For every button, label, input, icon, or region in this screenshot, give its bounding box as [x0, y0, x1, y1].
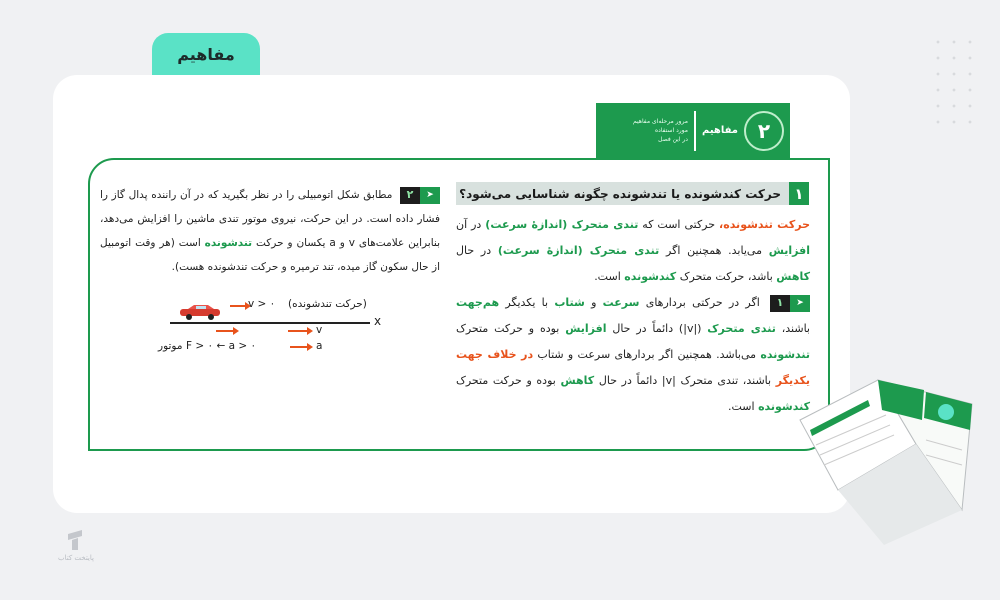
tab-concepts[interactable]: مفاهیم [152, 33, 260, 75]
x-axis [170, 322, 370, 324]
section-body: حرکت تندشونده، حرکتی است که تندی متحرک (اندازهٔ سرعت) در آن افزایش می‌یابد. همچنین اگر تندی متحرک (اندازهٔ سرعت) در حال کاهش باشد، حرکت متحرک کندشونده است. ۱ ➤ اگر در حرکتی بردارهای سرعت و شتاب با یکدیگر هم‌جهت باشند، تندی متحرک (|v|) دائماً در حال افزایش بوده و حرکت متحرک تندشونده می‌باشد. همچنین اگر بردارهای سرعت و شتاب در خلاف جهت یکدیگر باشند، تندی متحرک |v| دائماً در حال کاهش بوده و حرکت متحرک کندشونده است. [456, 218, 811, 413]
car-icon [178, 304, 222, 320]
divider [694, 111, 696, 151]
chapter-number: ۲ [744, 111, 784, 151]
chapter-title: مفاهیم [701, 125, 738, 136]
publisher-logo: پایتخت کتاب [56, 528, 96, 568]
section-number: ۱ [789, 182, 809, 205]
dot-pattern [930, 34, 980, 134]
book-cover-image [786, 360, 982, 545]
chapter-header [596, 103, 790, 158]
cursor-icon: ➤ [420, 187, 440, 204]
section-title: حرکت کندشونده یا تندشونده چگونه شناسایی می‌شود؟ [459, 186, 781, 201]
motion-diagram: v > ۰ (حرکت تندشونده) x v موتور F > ۰ ← a > ۰ a [158, 298, 382, 352]
logo-icon [64, 528, 88, 552]
example-text: ۲ ➤ مطابق شکل اتومبیلی را در نظر بگیرید که در آن راننده پدال گاز را فشار داده است. در این حرکت، نیروی موتور تندی ماشین را افزایش می‌دهد، بنابراین علامت‌های v و a یکسان و حرکت تندشونده است (هر وقت اتومبیل از حال سکون گاز میده، تند ترمیره و حرکت تندشونده هست). [100, 188, 440, 273]
note-badge-1: ۱ ➤ [770, 295, 810, 312]
section-heading [456, 182, 809, 205]
cursor-icon: ➤ [790, 295, 810, 312]
note-badge-2: ۲ ➤ [400, 187, 440, 204]
chapter-description: مرور مرحله‌ای مفاهیم مورد استفاده در این فصل [633, 118, 688, 143]
